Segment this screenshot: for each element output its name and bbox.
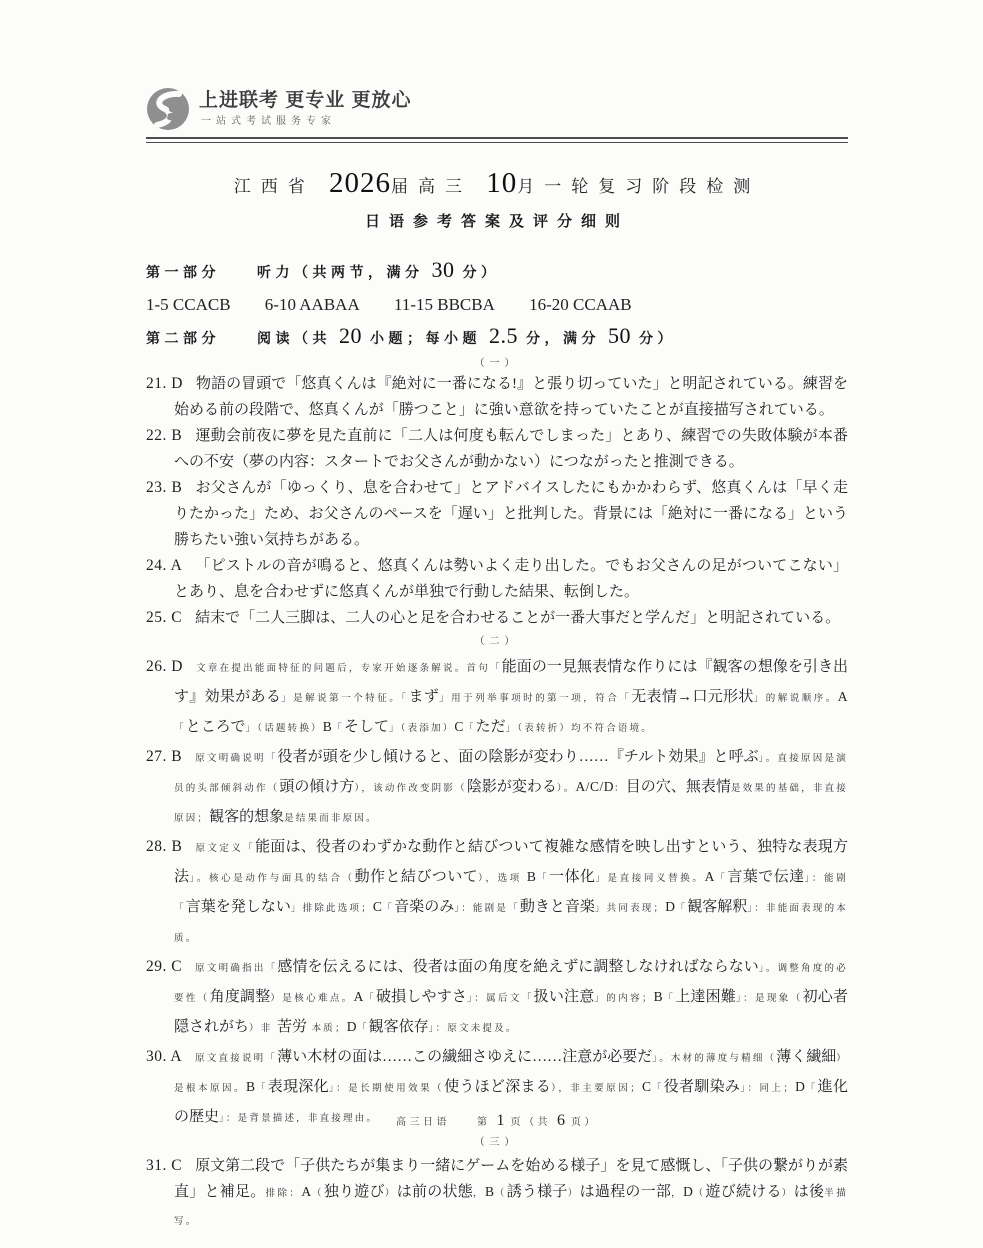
text-segment: 「 [805, 1084, 818, 1094]
text-segment: 」：能剧「 [174, 874, 848, 914]
text-segment: 役者が頭を少し傾けると、面の陰影が変わり……『チルト効果』と呼ぶ [277, 749, 759, 765]
text-segment: A/C/D [575, 779, 615, 794]
text-segment: A [704, 869, 715, 884]
text-segment: 原文第二段で「子供たちが集まり一緒にゲームを始める様子」を見て感慨し、「子供の繋がりが素直」と補足。 [174, 1158, 848, 1200]
answer-item-21 [146, 371, 848, 423]
text-segment: 原文定义「 [195, 844, 256, 854]
text-segment: 「 [356, 1024, 369, 1034]
text-segment: 「 [174, 724, 186, 734]
text-segment: ） [781, 1189, 794, 1199]
text-segment: 表現深化 [267, 1079, 329, 1095]
text-segment: 」（表转折）均不符合语境。 [505, 724, 653, 734]
text-segment: 「 [536, 874, 550, 884]
text-segment: ： [614, 784, 626, 794]
text-segment: B [245, 1079, 256, 1094]
brand-text [199, 90, 412, 129]
text-segment: 分） [631, 332, 676, 347]
passage-marker-3: （三） [474, 1137, 520, 1148]
text-segment: 能面は、役者のわずかな動作と結びついて複雑な感情を映し出すという、独特な表現方法 [174, 839, 848, 885]
header-divider [146, 137, 848, 143]
text-segment: 排除： [265, 1189, 302, 1199]
text-segment: （ [693, 1189, 706, 1199]
text-segment: B [484, 1184, 495, 1199]
text-segment: C [454, 719, 464, 734]
text-segment: 言葉で伝達 [727, 869, 805, 885]
text-segment: 20 [339, 323, 362, 348]
passage-marker-1: （一） [474, 358, 520, 369]
text-segment: 角度調整 [209, 989, 271, 1005]
text-segment: ），选项 [478, 874, 527, 884]
text-segment: A [353, 989, 364, 1004]
answer-key-subtitle: 日语参考答案及评分细则 [364, 214, 629, 230]
text-segment: B [653, 989, 664, 1004]
text-segment: ， [473, 1189, 485, 1199]
answers-16-20: 16-20 CCAAB [529, 295, 632, 314]
text-segment: 進化の歴史 [174, 1079, 848, 1125]
text-segment: ただ [475, 719, 506, 735]
text-segment: D [346, 1019, 357, 1034]
text-segment: ， [671, 1189, 684, 1199]
text-segment: 」：能剧是「 [454, 904, 520, 914]
text-segment: 21. D [146, 375, 183, 392]
text-segment: 」排除此选项； [290, 904, 373, 914]
text-segment: まず [408, 689, 440, 705]
page-footer [146, 1112, 848, 1132]
answer-item-26 [146, 653, 848, 743]
text-segment: ところで [185, 719, 246, 735]
text-segment: 50 [608, 323, 631, 348]
text-segment: 遊び続ける [705, 1184, 782, 1200]
answer-item-27 [146, 743, 848, 833]
text-segment: 動作と結びついて [354, 869, 479, 885]
text-segment: 独り遊び [323, 1184, 385, 1200]
text-segment: 」。直接原因是演员的头部倾斜动作（ [174, 754, 848, 794]
text-segment: 本质； [307, 1024, 347, 1034]
text-segment: 扱い注意 [533, 989, 595, 1005]
text-segment: 23. B [146, 479, 183, 496]
text-segment: 苦労 [277, 1019, 308, 1035]
text-segment: A [837, 689, 848, 704]
text-segment: 6 [557, 1112, 565, 1129]
text-segment: （ [494, 1189, 507, 1199]
text-segment: 能面の一見無表情な作りには『観客の想像を引き出す』効果がある [174, 659, 848, 705]
text-segment: 「 [255, 1084, 268, 1094]
text-segment: ）。 [556, 784, 576, 794]
text-segment: ）是核心难点。 [270, 994, 354, 1004]
text-segment: 」用于列举事项时的第一项，符合「 [439, 694, 632, 704]
text-segment: 役者馴染み [663, 1079, 741, 1095]
text-segment: （ [311, 1189, 324, 1199]
text-segment: 」（表添加） [388, 724, 455, 734]
text-segment: ） [567, 1189, 580, 1199]
text-segment: 「 [363, 994, 376, 1004]
text-segment: 22. B [146, 427, 183, 444]
brand-row [146, 86, 848, 132]
text-segment: 」是直接同义替换。 [595, 874, 705, 884]
text-segment: は前の状態 [396, 1184, 474, 1200]
text-segment: 頭の傾け方 [279, 779, 355, 795]
text-segment: 江西省 [233, 177, 329, 196]
text-segment: 物語の冒頭で「悠真くんは『絶対に一番になる!』と張り切っていた」と明記されている。練習を始める前の段階で、悠真くんが「勝つこと」に強い意欲を持っていたことが直接描写されている。 [174, 376, 849, 418]
text-segment: 」：是背景描述，非直接理由。 [219, 1114, 379, 1124]
text-segment: 観客依存 [368, 1019, 429, 1035]
passage-marker-2: （二） [474, 636, 520, 647]
text-segment: 使うほど深まる [444, 1079, 552, 1095]
text-segment: ），非主要原因； [551, 1084, 642, 1094]
text-segment: 」是解说第一个特征。「 [281, 694, 409, 704]
text-segment: 「 [651, 1084, 664, 1094]
text-segment: 第二部分 阅读（共 [146, 332, 339, 347]
text-segment: 页） [565, 1117, 598, 1128]
text-segment: 音楽のみ [394, 899, 455, 915]
text-segment: 「 [332, 724, 344, 734]
text-segment: ）非 [249, 1024, 277, 1034]
text-segment: は過程の一部 [579, 1184, 672, 1200]
text-segment: 薄い木材の面は……この繊細さゆえに……注意が必要だ [277, 1049, 653, 1065]
text-segment: 是效果的基础，非直接原因； [174, 784, 848, 824]
text-segment: 分） [454, 266, 500, 281]
answer-item-24 [146, 553, 848, 605]
text-segment: 31. C [146, 1157, 183, 1174]
text-segment: 2.5 [489, 323, 518, 348]
text-segment: 27. B [146, 748, 183, 765]
text-segment: 目の穴、無表情 [625, 779, 731, 795]
text-segment: C [372, 899, 383, 914]
text-segment: 原文直接说明「 [195, 1054, 278, 1064]
text-segment: 」（话题转换） [245, 724, 323, 734]
text-segment: 」：原文未提及。 [428, 1024, 518, 1034]
text-segment: ）是根本原因。 [174, 1054, 848, 1094]
text-segment: 運動会前夜に夢を見た直前に「二人は何度も転んでしまった」とあり、練習での失敗体験が本番への不安（夢の内容：スタートでお父さんが動かない）につながったと推測できる。 [174, 428, 848, 470]
text-segment: 届高三 [391, 177, 487, 196]
text-segment: 」：非能面表现的本质。 [174, 904, 848, 944]
text-segment: 页（共 [504, 1117, 557, 1128]
text-segment: 初心者隠されがち [174, 989, 848, 1035]
text-segment: B [322, 719, 333, 734]
text-segment: 陰影が変わる [466, 779, 557, 795]
text-segment: 」：属后文「 [467, 994, 534, 1004]
text-segment: 1 [496, 1112, 505, 1129]
text-segment: 文章在提出能面特征的问题后，专家开始逐条解说。首句「 [196, 664, 502, 674]
brand-header [146, 0, 848, 143]
text-segment: 30 [431, 257, 455, 282]
text-segment: 」共同表现； [594, 904, 666, 914]
answer-item-31 [146, 1153, 848, 1235]
text-segment: 28. B [146, 838, 183, 855]
text-segment: 観客的想象 [209, 809, 285, 825]
text-segment: 30. A [146, 1048, 183, 1065]
text-segment: 「 [463, 724, 476, 734]
text-segment: 「 [714, 874, 728, 884]
text-segment: 29. C [146, 958, 183, 975]
page-content [146, 0, 848, 1235]
text-segment: 」的内容； [594, 994, 654, 1004]
text-segment: 」。调整角度的必要性（ [174, 964, 848, 1004]
text-segment: B [526, 869, 537, 884]
answer-item-25 [146, 605, 848, 631]
text-segment: 高三日语 第 [396, 1117, 497, 1128]
text-segment: 言葉を発しない [185, 899, 291, 915]
text-segment: 24. A [146, 557, 183, 574]
text-segment: 半描写。 [174, 1189, 848, 1227]
answers-11-15: 11-15 BBCBA [393, 295, 495, 314]
text-segment: 一体化 [549, 869, 596, 885]
text-segment: 「ピストルの音が鳴ると、悠真くんは勢いよく走り出した。でもお父さんの足がついてこない」とあり、息を合わせずに悠真くんが単独で行動した結果、転倒した。 [174, 558, 848, 600]
listening-answers-line [146, 292, 848, 318]
text-segment: そして [343, 719, 389, 735]
text-segment: 動きと音楽 [519, 899, 595, 915]
brand-title: 上进联考 更专业 更放心 [199, 89, 412, 111]
text-segment: は後 [793, 1184, 825, 1200]
brand-subtitle: 一站式考试服务专家 [201, 115, 336, 127]
part1-heading [146, 255, 848, 289]
shangjin-swirl-logo-icon [146, 87, 190, 131]
text-segment: A [301, 1184, 312, 1199]
answer-item-28 [146, 833, 848, 953]
text-segment: 2026 [329, 167, 391, 199]
answers-1-5: 1-5 CCACB [146, 295, 231, 314]
text-segment: 「 [382, 904, 395, 914]
answer-item-29 [146, 953, 848, 1043]
text-segment: 月一轮复习阶段检测 [517, 177, 761, 196]
text-segment: 小题；每小题 [362, 332, 489, 347]
text-segment: 「 [663, 994, 676, 1004]
text-segment: 」：是现象（ [736, 994, 803, 1004]
text-segment: 誘う様子 [506, 1184, 568, 1200]
answers-6-10: 6-10 AABAA [264, 295, 360, 314]
exam-title [146, 164, 848, 204]
answer-item-22 [146, 423, 848, 475]
text-segment: ） [384, 1189, 397, 1199]
text-segment: 26. D [146, 658, 184, 675]
part2-heading [146, 321, 848, 355]
answer-item-23 [146, 475, 848, 553]
text-segment: 第一部分 听力（共两节，满分 [146, 266, 432, 281]
text-segment: お父さんが「ゆっくり、息を合わせて」とアドバイスしたにもかかわらず、悠真くんは「早く走りたかった」ため、お父さんのペースを「遅い」と批判した。背景には「絶対に一番になる」という勝ちたい強い気持ちがある。 [174, 480, 848, 548]
text-segment: 25. C [146, 609, 183, 626]
text-segment: 分，满分 [518, 332, 608, 347]
text-segment: 原文明确指出「 [195, 964, 278, 974]
text-segment: 」的解说顺序。 [753, 694, 838, 704]
text-segment: 「 [675, 904, 688, 914]
text-segment: 」：是长期使用效果（ [328, 1084, 445, 1094]
text-segment: 无表情→口元形状 [631, 689, 754, 705]
text-segment: 10 [486, 167, 518, 199]
text-segment: 是结果而非原因。 [284, 814, 378, 824]
text-segment: 薄く繊細 [776, 1049, 837, 1065]
text-segment: 」：同上； [740, 1084, 796, 1094]
text-segment: D [665, 899, 676, 914]
text-segment: 」。核心是动作与面具的结合（ [189, 874, 355, 884]
text-segment: 原文明确说明「 [195, 754, 278, 764]
text-segment: 」。木材的薄度与精细（ [652, 1054, 777, 1064]
text-segment: D [683, 1184, 694, 1199]
text-segment: 結末で「二人三脚は、二人の心と足を合わせることが一番大事だと学んだ」と明記されている。 [195, 610, 841, 626]
text-segment: D [795, 1079, 806, 1094]
text-segment: 破損しやすさ [375, 989, 468, 1005]
text-segment: C [641, 1079, 652, 1094]
text-segment: ），该动作改变阴影（ [354, 784, 467, 794]
text-segment: 感情を伝えるには、役者は面の角度を絶えずに調整しなければならない [277, 959, 759, 975]
text-segment: 上達困難 [675, 989, 737, 1005]
text-segment: 観客解釈 [687, 899, 748, 915]
